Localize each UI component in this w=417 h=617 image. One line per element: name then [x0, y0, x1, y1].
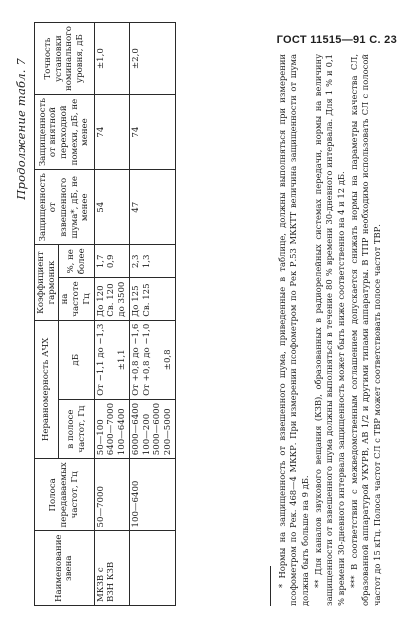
cell-afc-bands: 6000—6400 100—200 5000—6000 200—5000 — [129, 399, 175, 458]
header-harm-pct: %, не более — [59, 245, 94, 278]
cell-crosstalk: 74 — [94, 95, 129, 170]
header-afc-db: дБ — [59, 320, 94, 399]
header-noise-protection: Защищенность от взвешенного шума*, дБ, не менее — [35, 170, 95, 245]
cell-crosstalk: 74 — [129, 95, 175, 170]
cell-link-name: МКЗВ с ВЗН КЗВ — [94, 531, 129, 606]
norms-table — [34, 22, 176, 606]
cell-level: ±2,0 — [129, 23, 175, 95]
table-row — [129, 23, 175, 606]
footnote-noise: * Нормы на защищенность от взвешенного шума, приведенные в таблице, должны выполняться при измерении псофометром по Рек. 468—4 МККР. При измерении псофометром по Рек Р.53 МККТТ величина защищенности от шума должна быть больше на 9 дБ. — [277, 54, 310, 606]
cell-harm-pct: 2,3 1,3 — [129, 245, 175, 278]
header-passband: Полоса передаваемых частот, Гц — [35, 459, 95, 531]
footnote-divider — [270, 566, 271, 606]
cell-level: ±1,0 — [94, 23, 129, 95]
footnotes — [270, 54, 385, 606]
cell-harm-pct: 1,7 0,9 — [94, 245, 129, 278]
footnote-radio-relay: ** Для каналов звукового вещания (КЗВ), образованных в радиорелейных системах передачи, нормы на величину защищенности от взвешенного шума должны выполняться в течение 80 % времени 30-дневного интервала. Для 1 % и 0,1 % времени 30-дневного интервала защищенность может быть ниже соответственно на 4 и 12 дБ. — [313, 54, 346, 606]
header-harmonics-group: Коэффициент гармоник — [35, 245, 59, 320]
cell-afc-db: От +0,8 до −1,6 От +0,8 до −1,0 ±0,8 — [129, 320, 175, 399]
page-header: ГОСТ 11515—91 С. 23 — [276, 34, 397, 46]
table-row — [94, 23, 129, 606]
cell-passband: 50—7000 — [94, 459, 129, 531]
cell-afc-bands: 50—100 6400—7000 100—6400 — [94, 399, 129, 458]
cell-link-name — [129, 531, 175, 606]
header-harm-freq: на частоте Гц — [59, 278, 94, 320]
header-level-accuracy: Точность установки номинального уровня, дБ — [35, 23, 95, 95]
header-link-name: Наименование звена — [35, 531, 95, 606]
cell-harm-freq: До 120 Св. 120 до 3500 — [94, 278, 129, 320]
footnote-agreement: *** В соответствии с межведомственным соглашением допускается снижать нормы на параметры качества СЛ, образованной аппаратурой УКУРВ, АВ 1/2 и другими типами аппаратуры. В ТПР необходимо использовать СЛ с полосой частот до 15 кГц. Полоса частот СЛ с ТВР может соответствовать полосе частот ТВР. — [349, 54, 382, 606]
cell-noise: 47 — [129, 170, 175, 245]
header-crosstalk-protection: Защищенность от внятной переходной помехи, дБ, не менее — [35, 95, 95, 170]
header-afc-group: Неравномерность АЧХ — [35, 320, 59, 459]
cell-harm-freq: До 125 Св. 125 — [129, 278, 175, 320]
cell-passband: 100—6400 — [129, 459, 175, 531]
cell-noise: 54 — [94, 170, 129, 245]
cell-afc-db: От −1,1 до −1,3 ±1,1 — [94, 320, 129, 399]
header-afc-band: в полосе частот, Гц — [59, 399, 94, 458]
table-continuation-label: Продолжение табл. 7 — [14, 58, 28, 200]
